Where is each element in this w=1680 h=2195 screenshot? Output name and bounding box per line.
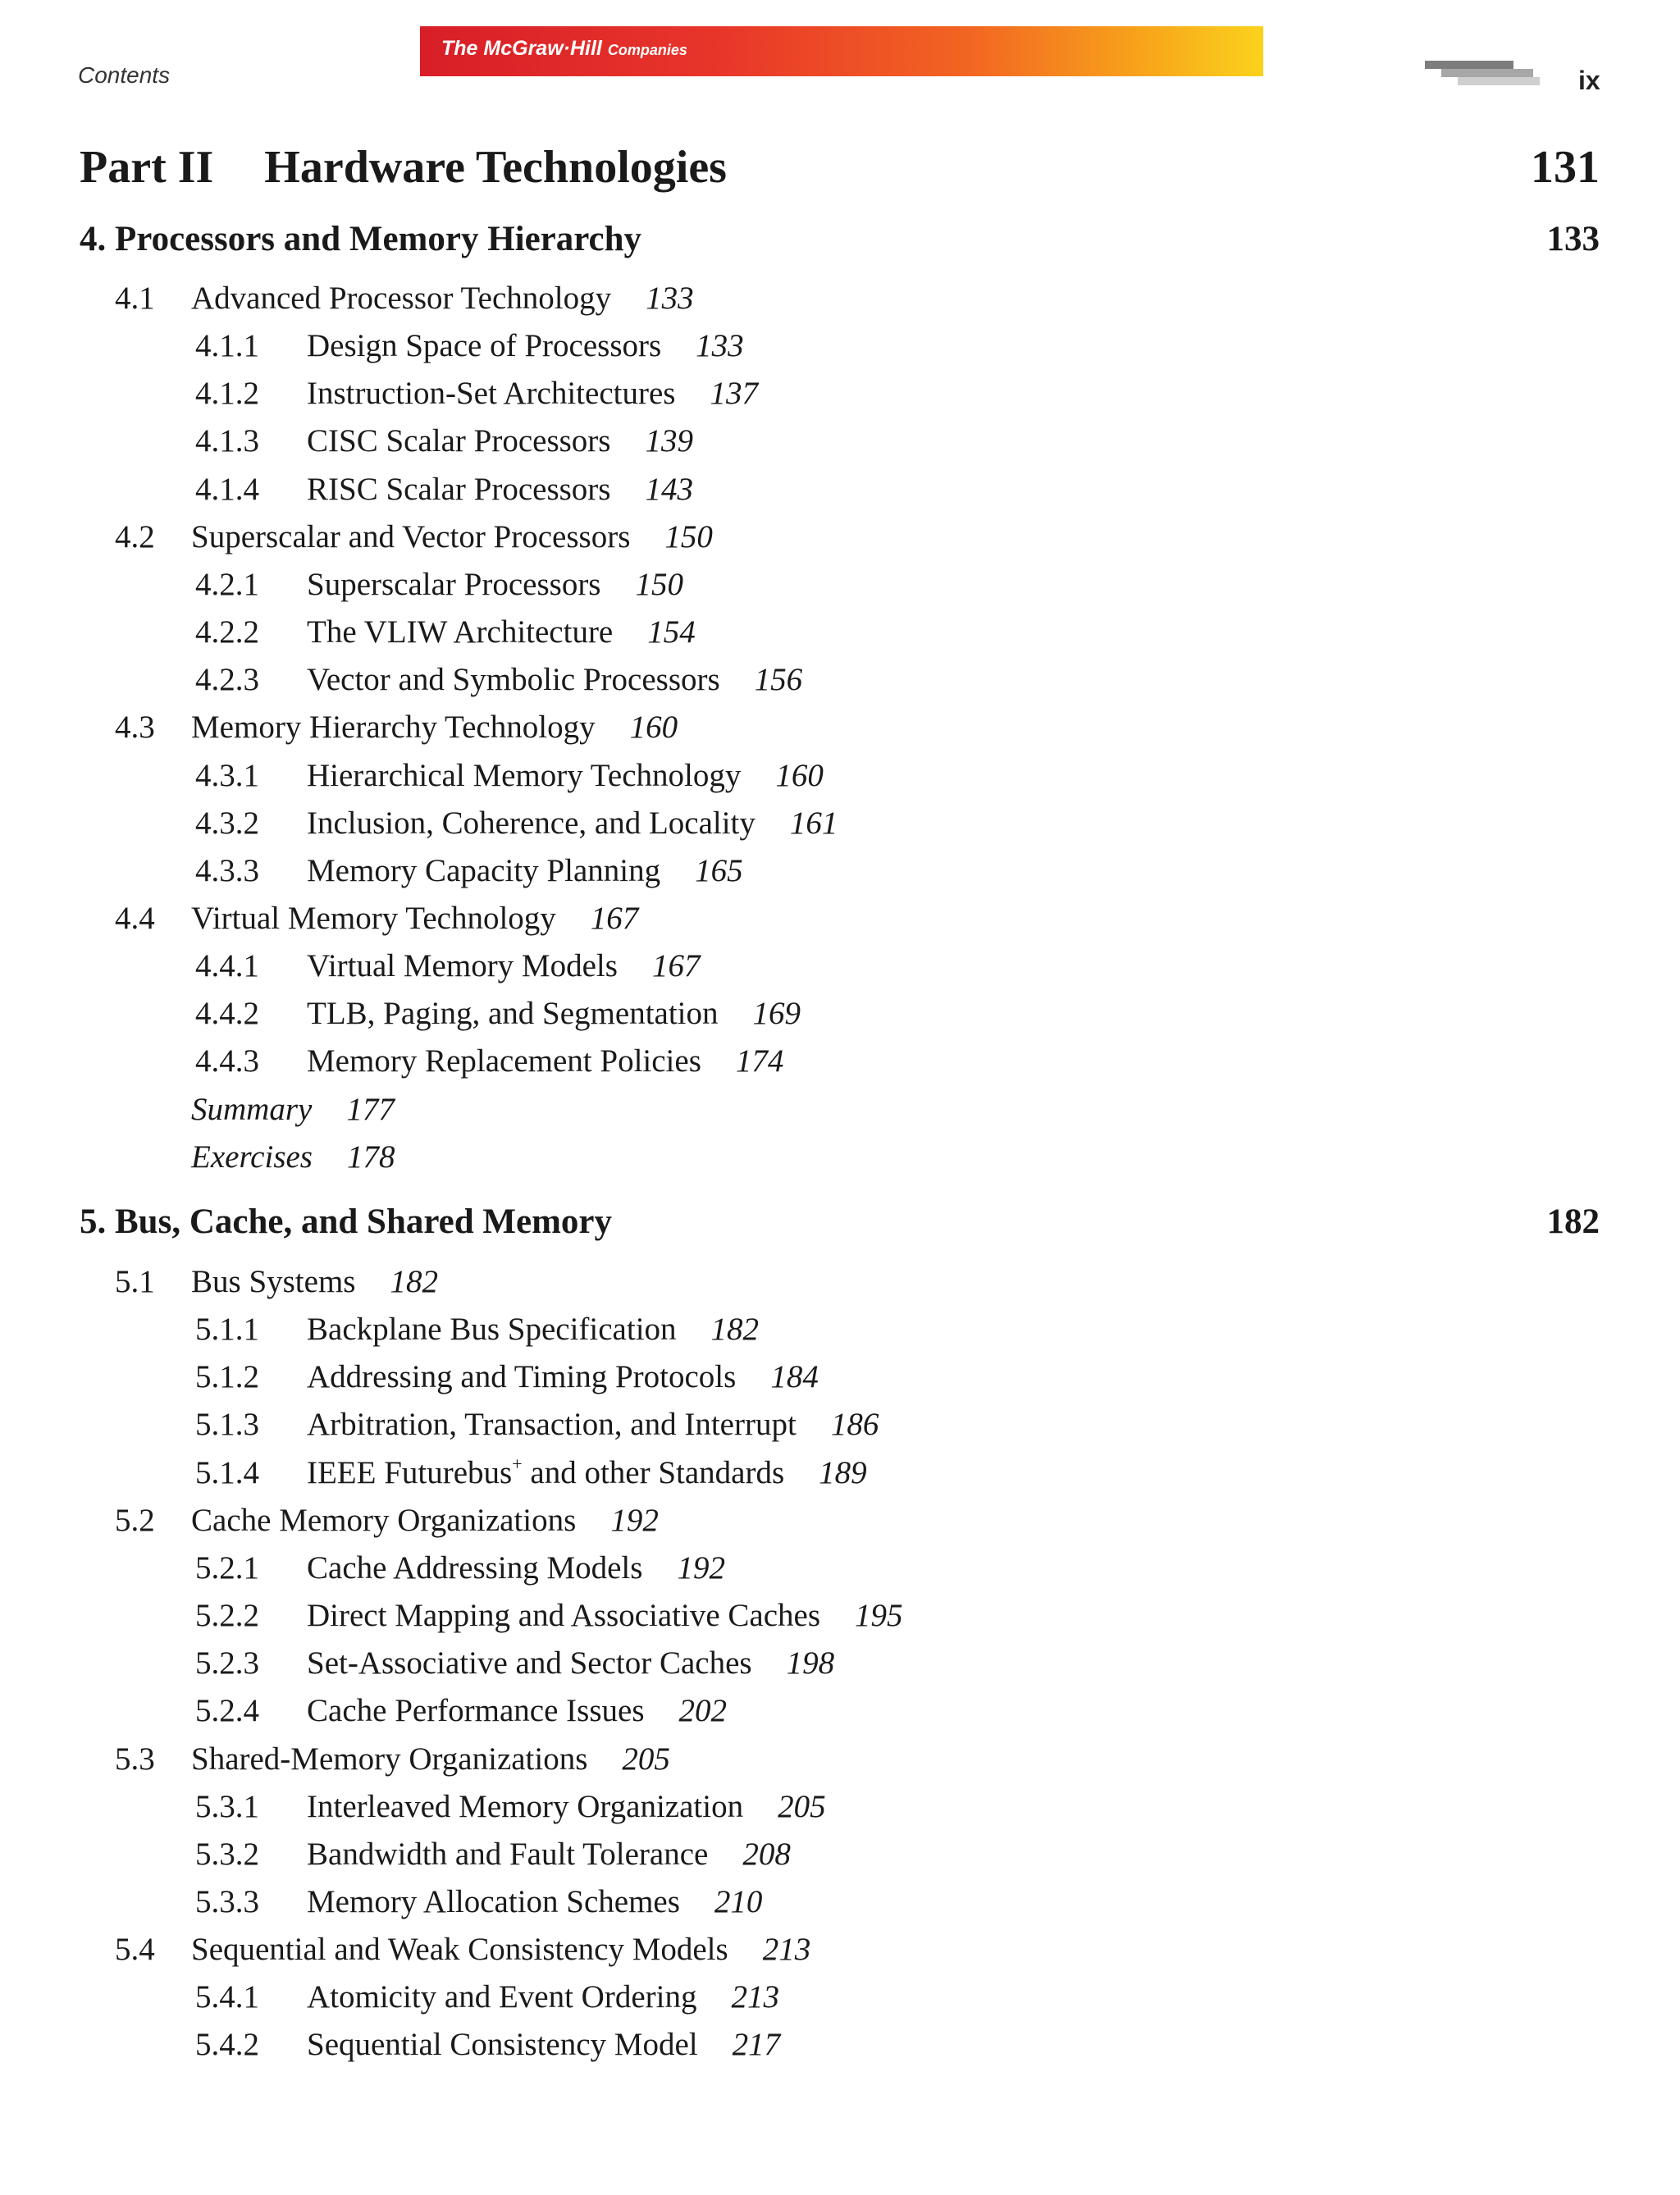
entry-page: 192: [610, 1502, 659, 1538]
chapter-page: 133: [1546, 220, 1600, 258]
entry-number: 4.2.1: [195, 566, 259, 602]
entry-title-rest: and other Standards: [522, 1454, 785, 1490]
part-name: Hardware Technologies: [264, 142, 727, 193]
toc-subsection-entry: [195, 376, 758, 412]
entry-number: 4.4.3: [195, 1043, 259, 1079]
toc-subsection-entry: [195, 1981, 779, 2013]
entry-number: 5.1: [115, 1264, 155, 1299]
entry-number: 4.3.1: [195, 757, 259, 793]
toc-subsection-entry: [195, 1838, 791, 1870]
entry-number: 5.3.2: [195, 1836, 259, 1872]
entry-title: Memory Replacement Policies: [307, 1043, 701, 1079]
chapter-title: 5. Bus, Cache, and Shared Memory: [80, 1202, 613, 1241]
entry-page: 213: [731, 1979, 779, 2015]
entry-title: Cache Memory Organizations: [191, 1502, 577, 1538]
entry-title: Cache Addressing Models: [307, 1549, 643, 1586]
entry-page: 150: [664, 518, 713, 554]
toc-subsection-entry: [195, 1695, 727, 1727]
entry-page: 186: [830, 1407, 879, 1443]
entry-page: 161: [789, 805, 838, 841]
entry-page: 177: [346, 1091, 395, 1127]
toc-subsection-entry: [195, 996, 801, 1032]
entry-page: 150: [635, 566, 683, 602]
toc-subsection-entry: [195, 1883, 763, 1919]
chapter-page: 182: [1546, 1202, 1600, 1241]
publisher-name: The McGraw·Hill: [441, 37, 602, 60]
entry-title: Sequential Consistency Model: [307, 2027, 698, 2063]
entry-title: TLB, Paging, and Segmentation: [307, 996, 719, 1032]
entry-title: Virtual Memory Models: [307, 948, 618, 984]
toc-section-entry: [115, 282, 694, 314]
entry-title: Memory Allocation Schemes: [307, 1883, 680, 1919]
toc-subsection-entry: [195, 1361, 819, 1393]
publisher-logo-text: [441, 37, 687, 61]
toc-section-entry: [115, 1743, 670, 1775]
entry-title: Superscalar and Vector Processors: [191, 518, 631, 554]
entry-number: 5.3.3: [195, 1883, 259, 1919]
entry-number: 5.1.2: [195, 1359, 259, 1395]
toc-section-entry: [191, 1093, 395, 1125]
entry-title: Bandwidth and Fault Tolerance: [307, 1836, 709, 1872]
entry-title: Cache Performance Issues: [307, 1693, 645, 1729]
entry-page: 165: [695, 852, 743, 888]
entry-page: 156: [754, 662, 803, 698]
toc-section-entry: [115, 1504, 659, 1536]
entry-number: 4.4.1: [195, 948, 259, 984]
toc-subsection-entry: [195, 852, 743, 888]
entry-page: 182: [710, 1312, 760, 1348]
entry-title: Addressing and Timing Protocols: [307, 1359, 737, 1395]
entry-number: 5.4.2: [195, 2027, 259, 2063]
entry-title: Design Space of Processors: [307, 328, 662, 364]
toc-section-entry: [115, 1932, 811, 1968]
entry-title: Vector and Symbolic Processors: [307, 662, 720, 698]
entry-title: Backplane Bus Specification: [307, 1312, 677, 1348]
entry-superscript: +: [512, 1453, 523, 1474]
entry-page: 184: [770, 1359, 819, 1395]
entry-page: 160: [775, 757, 824, 793]
toc-subsection-entry: [195, 757, 824, 793]
entry-title: Bus Systems: [191, 1264, 356, 1299]
entry-title: The VLIW Architecture: [307, 614, 614, 650]
entry-title: Virtual Memory Technology: [191, 900, 556, 936]
entry-number: 4.1: [115, 281, 155, 316]
entry-page: 133: [646, 281, 694, 316]
entry-page: 208: [742, 1836, 791, 1872]
entry-page: 189: [819, 1454, 867, 1490]
toc-subsection-entry: [195, 664, 802, 696]
entry-title: Sequential and Weak Consistency Models: [191, 1932, 728, 1968]
entry-number: 5.2.3: [195, 1645, 259, 1682]
toc-subsection-entry: [195, 1598, 903, 1634]
entry-title: Hierarchical Memory Technology: [307, 757, 742, 793]
toc-subsection-entry: [195, 2027, 781, 2063]
entry-title: Inclusion, Coherence, and Locality: [307, 805, 756, 841]
publisher-suffix: Companies: [607, 42, 687, 58]
entry-page: 139: [645, 423, 693, 459]
entry-number: 5.2.4: [195, 1693, 259, 1729]
entry-number: 4.2: [115, 518, 155, 554]
entry-title: Atomicity and Event Ordering: [307, 1979, 697, 2015]
corner-decoration: [1425, 61, 1548, 100]
entry-page: 198: [786, 1645, 835, 1682]
entry-title: Memory Hierarchy Technology: [191, 710, 596, 746]
entry-page: 137: [710, 376, 758, 412]
entry-number: 5.3.1: [195, 1788, 259, 1824]
toc-subsection-entry: [195, 807, 838, 839]
entry-number: 4.3: [115, 710, 155, 746]
entry-title: Shared-Memory Organizations: [191, 1741, 588, 1777]
entry-title: IEEE Futurebus: [307, 1454, 513, 1490]
entry-page: 143: [645, 471, 693, 507]
toc-subsection-entry: [195, 1453, 867, 1490]
entry-number: 5.4: [115, 1932, 155, 1968]
entry-page: 205: [622, 1741, 670, 1777]
entry-number: 4.2.2: [195, 614, 259, 650]
toc-section-entry: [115, 710, 678, 746]
entry-page: 133: [696, 328, 744, 364]
entry-number: 4.4: [115, 900, 155, 936]
chapter-title: 4. Processors and Memory Hierarchy: [80, 220, 642, 258]
entry-number: 4.1.4: [195, 471, 259, 507]
toc-subsection-entry: [195, 425, 693, 457]
entry-title: Instruction-Set Architectures: [307, 376, 676, 412]
entry-number: 5.4.1: [195, 1979, 259, 2015]
toc-subsection-entry: [195, 1645, 835, 1682]
entry-number: 4.2.3: [195, 662, 259, 698]
entry-number: 5.3: [115, 1741, 155, 1777]
entry-title: Exercises: [191, 1139, 313, 1175]
entry-page: 192: [677, 1549, 725, 1586]
entry-title: Set-Associative and Sector Caches: [307, 1645, 752, 1682]
entry-title: Memory Capacity Planning: [307, 852, 661, 888]
entry-number: 5.2.1: [195, 1549, 259, 1586]
entry-page: 213: [762, 1932, 811, 1968]
toc-subsection-entry: [195, 616, 696, 648]
entry-page: 217: [732, 2027, 781, 2063]
page-number: ix: [1578, 66, 1600, 95]
entry-page: 202: [678, 1693, 727, 1729]
entry-title: Direct Mapping and Associative Caches: [307, 1598, 820, 1634]
entry-title: CISC Scalar Processors: [307, 423, 611, 459]
entry-number: 5.1.4: [195, 1454, 259, 1490]
toc-section-entry: [191, 1141, 395, 1173]
entry-title: Arbitration, Transaction, and Interrupt: [307, 1407, 797, 1443]
entry-number: 4.1.3: [195, 423, 259, 459]
part-page: 131: [1531, 142, 1600, 193]
entry-page: 178: [346, 1139, 395, 1175]
entry-number: 5.1.1: [195, 1312, 259, 1348]
entry-page: 160: [629, 710, 678, 746]
toc-subsection-entry: [195, 950, 700, 982]
publisher-banner: [420, 26, 1263, 76]
entry-page: 169: [752, 996, 801, 1032]
part-label: Part II: [80, 142, 214, 193]
entry-page: 167: [651, 948, 701, 984]
entry-number: 4.3.2: [195, 805, 259, 841]
entry-page: 195: [855, 1598, 903, 1634]
entry-number: 5.1.3: [195, 1407, 259, 1443]
entry-page: 210: [714, 1883, 763, 1919]
toc-subsection-entry: [195, 1549, 725, 1586]
entry-page: 205: [778, 1788, 826, 1824]
entry-page: 167: [590, 900, 639, 936]
toc-section-entry: [115, 1266, 438, 1298]
entry-number: 4.3.3: [195, 852, 259, 888]
toc-subsection-entry: [195, 1788, 826, 1824]
toc-subsection-entry: [195, 1045, 783, 1077]
entry-page: 182: [390, 1264, 438, 1299]
toc-subsection-entry: [195, 330, 744, 362]
running-head: Contents: [78, 62, 171, 88]
entry-title: RISC Scalar Processors: [307, 471, 611, 507]
toc-subsection-entry: [195, 473, 693, 505]
entry-page: 154: [647, 614, 696, 650]
toc-section-entry: [115, 518, 713, 554]
toc-subsection-entry: [195, 1312, 760, 1348]
entry-number: 4.1.1: [195, 328, 259, 364]
entry-title: Summary: [191, 1091, 313, 1127]
entry-title: Advanced Processor Technology: [191, 281, 612, 316]
toc-section-entry: [115, 902, 638, 934]
entry-title: Superscalar Processors: [307, 566, 601, 602]
part-heading: [80, 141, 727, 194]
entry-page: 174: [735, 1043, 784, 1079]
entry-title: Interleaved Memory Organization: [307, 1788, 744, 1824]
toc-subsection-entry: [195, 1407, 879, 1443]
entry-number: 4.4.2: [195, 996, 259, 1032]
toc-subsection-entry: [195, 568, 683, 600]
entry-number: 5.2: [115, 1502, 155, 1538]
entry-number: 4.1.2: [195, 376, 259, 412]
entry-number: 5.2.2: [195, 1598, 259, 1634]
